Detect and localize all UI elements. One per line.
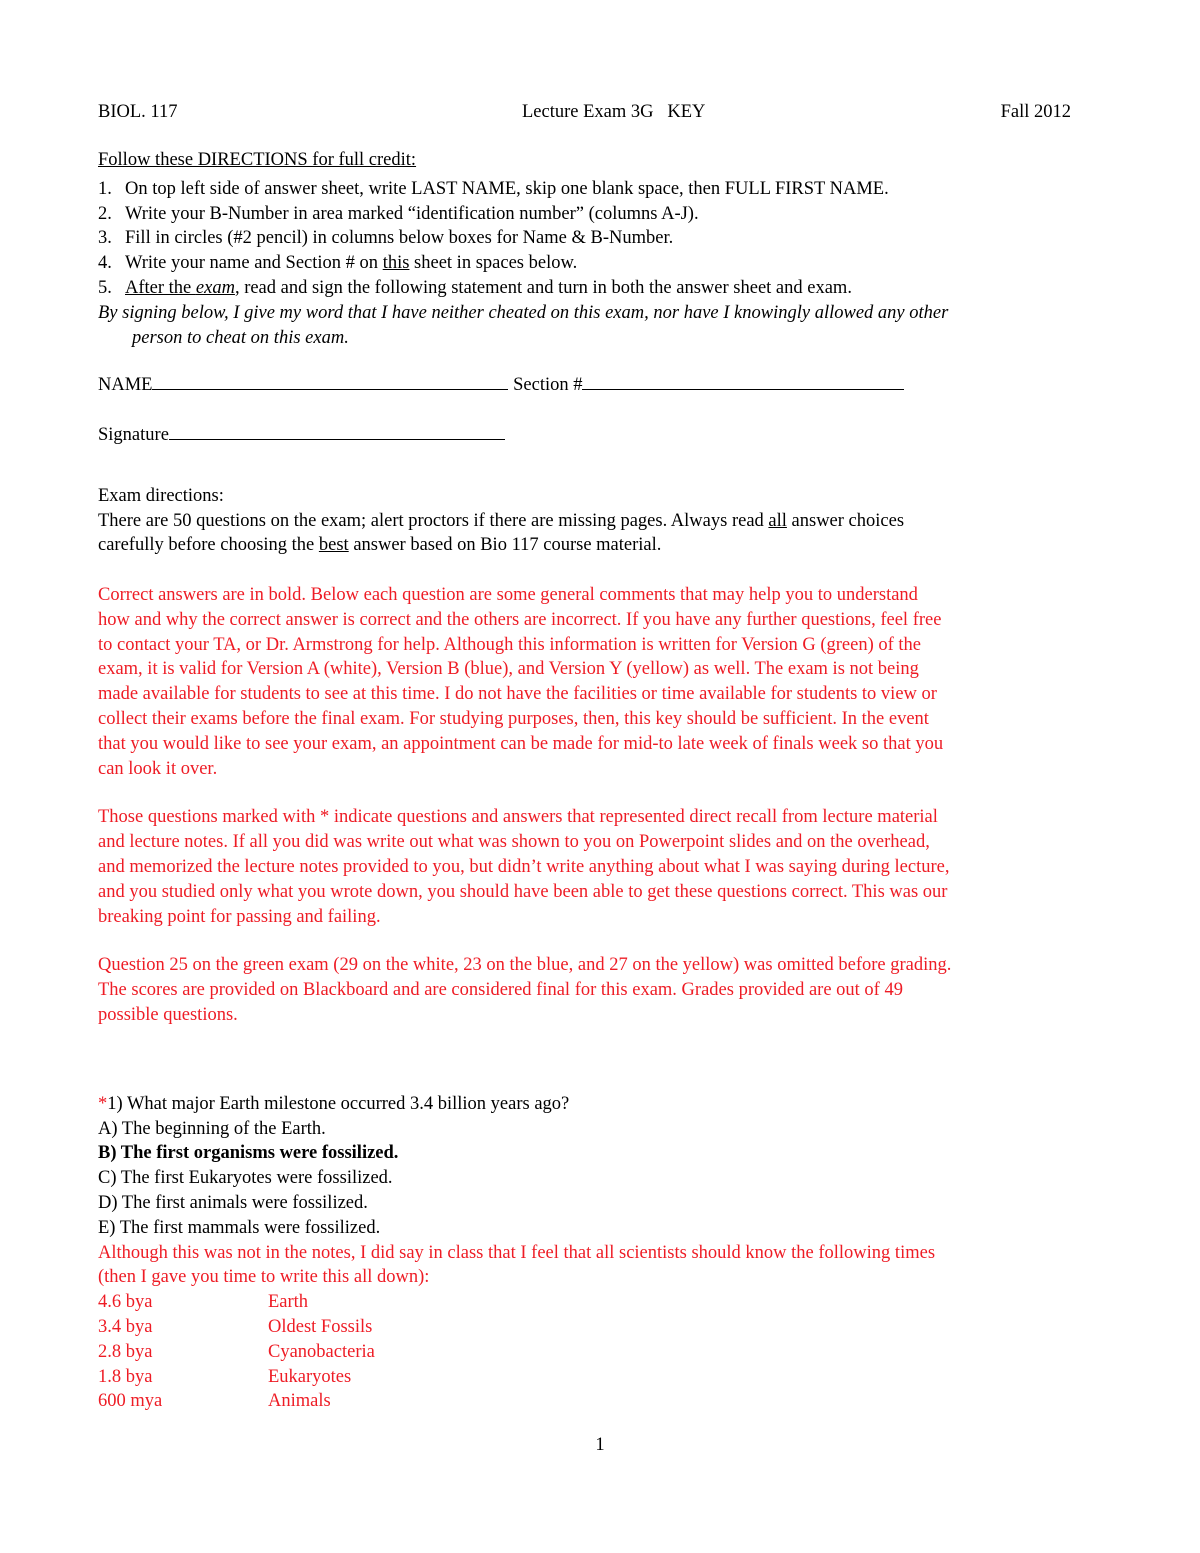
question-comment: Although this was not in the notes, I did say in class that I feel that all scientists should know the following times (98, 1242, 936, 1263)
timeline-table (98, 1290, 1103, 1414)
page-header (98, 100, 1103, 124)
section-label: Section # (513, 375, 583, 396)
directions-heading: Follow these DIRECTIONS for full credit: (98, 150, 417, 170)
signature-field[interactable] (169, 425, 505, 440)
direction-item: 4. Write your name and Section # on this sheet in spaces below. (98, 253, 578, 274)
question-stem: *1) What major Earth milestone occurred 3.4 billion years ago? (98, 1093, 570, 1114)
exam-term: Fall 2012 (1000, 102, 1071, 122)
answer-choice: D) The first animals were fossilized. (98, 1193, 368, 1214)
exam-directions (98, 484, 1103, 558)
page-number: 1 (595, 1435, 605, 1455)
section-field[interactable] (582, 375, 904, 390)
direction-item: 1. On top left side of answer sheet, write LAST NAME, skip one blank space, then FULL FIRST NAME. (98, 178, 889, 199)
name-field[interactable] (152, 375, 508, 390)
exam-page (98, 100, 1103, 1414)
signature-row (98, 423, 1103, 448)
exam-directions-line: There are 50 questions on the exam; alert proctors if there are missing pages. Always read all answer choices (98, 510, 905, 531)
honor-pledge: By signing below, I give my word that I have neither cheated on this exam, nor have I knowingly allowed any other person to cheat on this exam. (98, 302, 949, 348)
timeline-row: 600 mya Animals (98, 1391, 331, 1412)
timeline-row: 3.4 bya Oldest Fossils (98, 1317, 373, 1337)
signature-label: Signature (98, 425, 169, 446)
question-1 (98, 1092, 1103, 1414)
name-section-row (98, 373, 1103, 398)
answer-choice-correct: B) The first organisms were fossilized. (98, 1143, 399, 1164)
timeline-row: 2.8 bya Cyanobacteria (98, 1341, 375, 1362)
exam-directions-heading: Exam directions: (98, 485, 224, 506)
answer-choice: E) The first mammals were fossilized. (98, 1217, 381, 1238)
exam-title: Lecture Exam 3G KEY (522, 102, 706, 122)
question-comment: (then I gave you time to write this all down): (98, 1267, 430, 1288)
exam-directions-line: carefully before choosing the best answer based on Bio 117 course material. (98, 535, 662, 556)
direction-item: 5. After the exam, read and sign the following statement and turn in both the answer sheet and exam. (98, 277, 852, 298)
timeline-row: 4.6 bya Earth (98, 1292, 309, 1313)
timeline-row: 1.8 bya Eukaryotes (98, 1366, 352, 1387)
recall-notes-paragraph: Those questions marked with * indicate questions and answers that represented direct recall from lecture material and lecture notes. If all you did was write out what was shown to you on Powerpoint slides and on the overhead, and memorized the lecture notes provided to you, but didn’t write anything about what I was saying during lecture, and you studied only what you wrote down, you should have been able to get these questions correct. This was our breaking point for passing and failing. (98, 807, 950, 927)
direction-item: 2. Write your B-Number in area marked “identification number” (columns A-J). (98, 203, 699, 224)
direction-item: 3. Fill in circles (#2 pencil) in columns below boxes for Name & B-Number. (98, 228, 674, 249)
answer-choice: A) The beginning of the Earth. (98, 1118, 326, 1139)
omitted-question-paragraph: Question 25 on the green exam (29 on the white, 23 on the blue, and 27 on the yellow) was omitted before grading. The scores are provided on Blackboard and are considered final for this exam. Grades provided are out of 49 possible questions. (98, 955, 952, 1026)
key-notes-paragraph: Correct answers are in bold. Below each question are some general comments that may help you to understand how and why the correct answer is correct and the others are incorrect. If you have any further questions, feel free to contact your TA, or Dr. Armstrong for help. Although this information is written for Version G (green) of the exam, it is valid for Version A (white), Version B (blue), and Version Y (yellow) as well. The exam is not being made available for students to see at this time. I do not have the facilities or time available for students to view or collect their exams before the final exam. For studying purposes, then, this key should be sufficient. In the event that you would like to see your exam, an appointment can be made for mid-to late week of finals week so that you can look it over. (98, 585, 944, 779)
course-code: BIOL. 117 (98, 102, 178, 122)
name-label: NAME (98, 375, 153, 396)
answer-choice: C) The first Eukaryotes were fossilized. (98, 1168, 393, 1189)
directions-list (98, 177, 1103, 301)
recall-star: * (98, 1093, 108, 1114)
